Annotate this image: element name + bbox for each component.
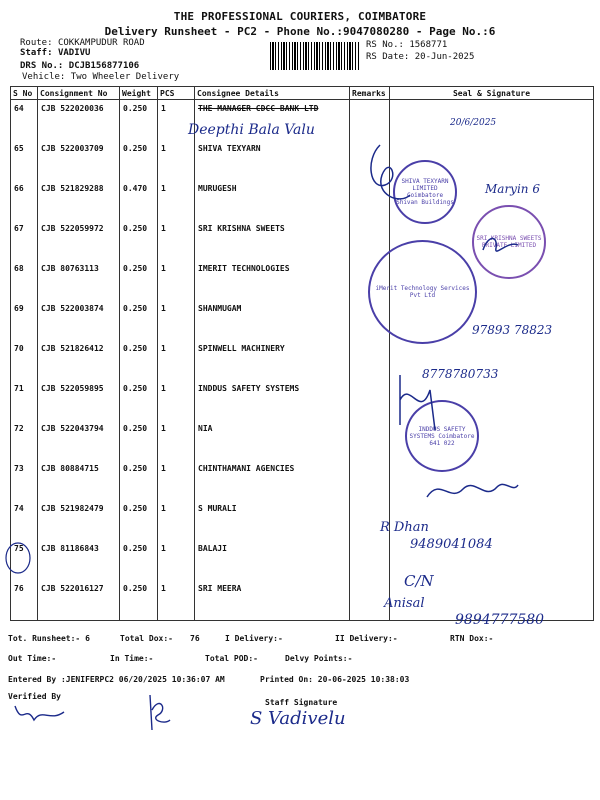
rs-date: RS Date: 20-Jun-2025 bbox=[366, 52, 475, 62]
col-seal: Seal & Signature bbox=[390, 87, 594, 100]
row-consignee: BALAJI bbox=[195, 540, 350, 580]
row-consignment: CJB 522059972 bbox=[38, 220, 120, 260]
row-sno: 70 bbox=[11, 340, 38, 380]
row-consignee: CHINTHAMANI AGENCIES bbox=[195, 460, 350, 500]
row-sno: 74 bbox=[11, 500, 38, 540]
inddus-stamp: INDDUS SAFETY SYSTEMS Coimbatore 641 022 bbox=[405, 400, 479, 472]
delivery-table bbox=[10, 86, 594, 621]
row-consignment: CJB 522020036 bbox=[38, 100, 120, 141]
vehicle-value: Two Wheeler Delivery bbox=[70, 72, 180, 82]
row-weight: 0.250 bbox=[120, 420, 158, 460]
row-consignee: INDDUS SAFETY SYSTEMS bbox=[195, 380, 350, 420]
row-remarks bbox=[350, 420, 390, 460]
row-weight: 0.250 bbox=[120, 100, 158, 141]
staff-label: Staff: bbox=[20, 48, 53, 58]
row69-number: 97893 78823 bbox=[472, 323, 553, 337]
tot-runsheet: Tot. Runsheet:- 6 bbox=[8, 634, 90, 643]
route-line bbox=[20, 38, 145, 48]
row-pcs: 1 bbox=[158, 380, 195, 420]
krishna-sweets-stamp: SRI KRISHNA SWEETS PRIVATE LIMITED bbox=[472, 205, 546, 279]
row-weight: 0.250 bbox=[120, 140, 158, 180]
route-label: Route: bbox=[20, 38, 53, 48]
row-pcs: 1 bbox=[158, 500, 195, 540]
total-pod: Total POD:- bbox=[205, 654, 258, 663]
col-remarks: Remarks bbox=[350, 87, 390, 100]
row-consignee: NIA bbox=[195, 420, 350, 460]
in-time: In Time:- bbox=[110, 654, 154, 663]
row-pcs: 1 bbox=[158, 260, 195, 300]
row-consignee: S MURALI bbox=[195, 500, 350, 540]
row-pcs: 1 bbox=[158, 460, 195, 500]
row-weight: 0.250 bbox=[120, 300, 158, 340]
row-consignee: IMERIT TECHNOLOGIES bbox=[195, 260, 350, 300]
row-pcs: 1 bbox=[158, 300, 195, 340]
row64-date: 20/6/2025 bbox=[450, 118, 497, 128]
row76-number: 9894777580 bbox=[455, 612, 545, 628]
row-sno: 67 bbox=[11, 220, 38, 260]
row64-signature: Deepthi Bala Valu bbox=[188, 122, 315, 138]
row-consignee: SPINWELL MACHINERY bbox=[195, 340, 350, 380]
entered-by: Entered By :JENIFERPC2 06/20/2025 10:36:07 AM bbox=[8, 675, 225, 684]
row-consignee: SRI KRISHNA SWEETS bbox=[195, 220, 350, 260]
row74-number: 9489041084 bbox=[410, 537, 493, 552]
row75-circle-mark bbox=[3, 540, 33, 576]
row-weight: 0.250 bbox=[120, 260, 158, 300]
row-pcs: 1 bbox=[158, 180, 195, 220]
row-weight: 0.250 bbox=[120, 340, 158, 380]
printed-on: Printed On: 20-06-2025 10:38:03 bbox=[260, 675, 410, 684]
imerit-stamp: iMerit Technology Services Pvt Ltd bbox=[368, 240, 477, 344]
delvy-points: Delvy Points:- bbox=[285, 654, 353, 663]
row-sno: 71 bbox=[11, 380, 38, 420]
row-pcs: 1 bbox=[158, 540, 195, 580]
drs-line bbox=[20, 61, 139, 71]
row-remarks bbox=[350, 380, 390, 420]
row-weight: 0.250 bbox=[120, 500, 158, 540]
col-pcs: PCS bbox=[158, 87, 195, 100]
row-sno: 66 bbox=[11, 180, 38, 220]
row71-signature-scribble bbox=[390, 370, 445, 435]
staff-value: VADIVU bbox=[57, 48, 91, 58]
col-consignment: Consignment No bbox=[38, 87, 120, 100]
row-sno: 64 bbox=[11, 100, 38, 141]
staff-signature-label: Staff Signature bbox=[265, 698, 338, 707]
rs-number: RS No.: 1568771 bbox=[366, 40, 448, 50]
drs-label: DRS No.: bbox=[20, 61, 64, 71]
checker-signature bbox=[140, 690, 175, 735]
row-consignment: CJB 522003874 bbox=[38, 300, 120, 340]
row-sno: 73 bbox=[11, 460, 38, 500]
row65-signature-scribble bbox=[360, 135, 420, 210]
row-consignment: CJB 80884715 bbox=[38, 460, 120, 500]
row-remarks bbox=[350, 460, 390, 500]
verified-by-signature bbox=[12, 698, 67, 728]
row-pcs: 1 bbox=[158, 420, 195, 460]
row-consignment: CJB 522059895 bbox=[38, 380, 120, 420]
row76-signature: Anisal bbox=[384, 596, 425, 611]
row-pcs: 1 bbox=[158, 580, 195, 621]
row-consignment: CJB 521982479 bbox=[38, 500, 120, 540]
row67-signature-scribble bbox=[478, 230, 523, 260]
row-consignee: SRI MEERA bbox=[195, 580, 350, 621]
row-sno: 68 bbox=[11, 260, 38, 300]
staff-signature: S Vadivelu bbox=[250, 708, 346, 729]
row-weight: 0.250 bbox=[120, 540, 158, 580]
col-weight: Weight bbox=[120, 87, 158, 100]
row-consignee: MURUGESH bbox=[195, 180, 350, 220]
row-remarks bbox=[350, 540, 390, 580]
row75-note: C/N bbox=[404, 572, 434, 590]
row-consignment: CJB 521829288 bbox=[38, 180, 120, 220]
row-consignment: CJB 522003709 bbox=[38, 140, 120, 180]
col-sno: S No bbox=[11, 87, 38, 100]
row66-note: Maryin 6 bbox=[485, 182, 540, 196]
row-weight: 0.470 bbox=[120, 180, 158, 220]
staff-line bbox=[20, 48, 90, 58]
vehicle-label: Vehicle: bbox=[22, 72, 66, 82]
ii-delivery: II Delivery:- bbox=[335, 634, 398, 643]
row-remarks bbox=[350, 340, 390, 380]
company-title: THE PROFESSIONAL COURIERS, COIMBATORE bbox=[173, 10, 427, 23]
row-weight: 0.250 bbox=[120, 580, 158, 621]
row74-signature: R Dhan bbox=[380, 520, 429, 535]
row-consignment: CJB 522043794 bbox=[38, 420, 120, 460]
row-sno: 65 bbox=[11, 140, 38, 180]
row-sno: 75 bbox=[11, 540, 38, 580]
row-sno: 72 bbox=[11, 420, 38, 460]
shiva-texyarn-stamp: SHIVA TEXYARN LIMITED Coimbatore Shivan Buildings bbox=[393, 160, 457, 224]
rtn-dox: RTN Dox:- bbox=[450, 634, 494, 643]
row-pcs: 1 bbox=[158, 140, 195, 180]
row-consignment: CJB 521826412 bbox=[38, 340, 120, 380]
row-weight: 0.250 bbox=[120, 220, 158, 260]
row-sno: 69 bbox=[11, 300, 38, 340]
table-row bbox=[11, 540, 594, 580]
runsheet-subtitle: Delivery Runsheet - PC2 - Phone No.:9047080280 - Page No.:6 bbox=[104, 25, 496, 38]
row-consignment: CJB 81186843 bbox=[38, 540, 120, 580]
table-row bbox=[11, 140, 594, 180]
row-remarks bbox=[350, 100, 390, 141]
table-row bbox=[11, 380, 594, 420]
vehicle-line bbox=[22, 72, 179, 82]
barcode-image bbox=[270, 42, 360, 70]
col-consignee: Consignee Details bbox=[195, 87, 350, 100]
i-delivery: I Delivery:- bbox=[225, 634, 283, 643]
out-time: Out Time:- bbox=[8, 654, 57, 663]
table-row bbox=[11, 420, 594, 460]
route-value: COKKAMPUDUR ROAD bbox=[57, 38, 145, 48]
row-pcs: 1 bbox=[158, 340, 195, 380]
row-consignment: CJB 80763113 bbox=[38, 260, 120, 300]
row-consignee: SHIVA TEXYARN bbox=[195, 140, 350, 180]
drs-value: DCJB156877106 bbox=[68, 61, 140, 71]
table-row bbox=[11, 340, 594, 380]
row-consignee: SHANMUGAM bbox=[195, 300, 350, 340]
row-consignee: THE MANAGER CDCC BANK LTD bbox=[195, 100, 350, 141]
row-pcs: 1 bbox=[158, 100, 195, 141]
row73-signature-scribble bbox=[425, 475, 520, 505]
row-weight: 0.250 bbox=[120, 380, 158, 420]
total-dox-value: 76 bbox=[190, 634, 200, 643]
total-dox-label: Total Dox:- bbox=[120, 634, 173, 643]
row-sno: 76 bbox=[11, 580, 38, 621]
row-weight: 0.250 bbox=[120, 460, 158, 500]
row-consignment: CJB 522016127 bbox=[38, 580, 120, 621]
table-header-row bbox=[11, 87, 594, 100]
verified-by: Verified By bbox=[8, 692, 61, 701]
row-pcs: 1 bbox=[158, 220, 195, 260]
table-row bbox=[11, 500, 594, 540]
row70-number: 8778780733 bbox=[422, 367, 499, 381]
